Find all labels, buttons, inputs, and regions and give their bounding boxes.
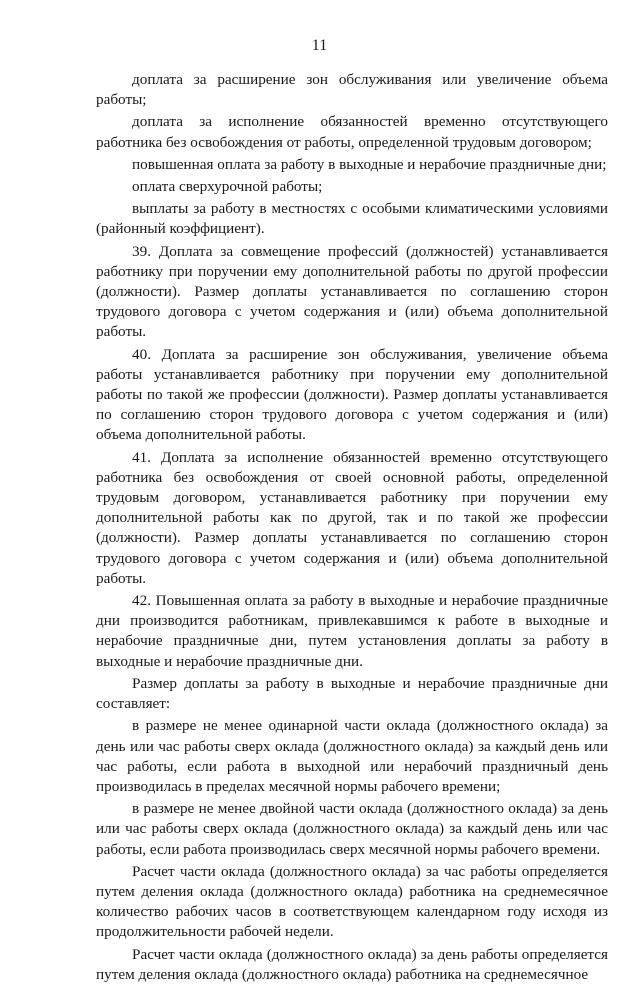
paragraph-5: выплаты за работу в местностях с особыми климатическими условиями (районный коэффициент). xyxy=(96,200,608,238)
paragraph-39: 39. Доплата за совмещение профессий (должностей) устанавливается работнику при поручении ему дополнительной работы по другой профессии (должности). Размер доплаты устанавливается по соглашению сторон трудового договора с учетом содержания и (или) объема дополнительной работы. xyxy=(96,242,608,341)
paragraph-42: 42. Повышенная оплата за работу в выходные и нерабочие праздничные дни производится работникам, привлекавшимся к работе в выходные и нерабочие праздничные дни, путем установления доплаты за работу в выходные и нерабочие праздничные дни. xyxy=(96,592,608,670)
paragraph-hourly-calc: Расчет части оклада (должностного оклада) за час работы определяется путем деления оклада (должностного оклада) работника на среднемесячное количество рабочих часов в соответствующем календарном году исходя из продолжительности рабочей недели. xyxy=(96,862,608,941)
paragraph-double-rate: в размере не менее двойной части оклада (должностного оклада) за день или час работы сверх оклада (должностного оклада) за каждый день или час работы, если работа производилась сверх месячной нормы рабочего времени. xyxy=(96,800,608,858)
document-body xyxy=(96,70,608,985)
paragraph-3: повышенная оплата за работу в выходные и нерабочие праздничные дни; xyxy=(132,155,607,173)
paragraph-4: оплата сверхурочной работы; xyxy=(132,178,323,196)
paragraph-41: 41. Доплата за исполнение обязанностей временно отсутствующего работника без освобождения от своей основной работы, определенной трудовым договором, устанавливается работнику при поручении ему дополнительной работы как по другой, так и по такой же профессии (должности). Размер доплаты устанавливается по соглашению сторон трудового договора с учетом содержания и (или) объема дополнительной работы. xyxy=(96,448,608,587)
paragraph-1: доплата за расширение зон обслуживания или увеличение объема работы; xyxy=(96,71,608,109)
paragraph-2: доплата за исполнение обязанностей временно отсутствующего работника без освобождения от работы, определенной трудовым договором; xyxy=(96,113,608,151)
page-number: 11 xyxy=(311,37,328,54)
paragraph-daily-calc: Расчет части оклада (должностного оклада) за день работы определяется путем деления оклада (должностного оклада) работника на среднемесячное xyxy=(96,945,608,983)
paragraph-surcharge-size: Размер доплаты за работу в выходные и нерабочие праздничные дни составляет: xyxy=(96,674,608,713)
paragraph-40: 40. Доплата за расширение зон обслуживания, увеличение объема работы устанавливается работнику при поручении ему дополнительной работы по такой же профессии (должности). Размер доплаты устанавливается по соглашению сторон трудового договора с учетом содержания и (или) объема дополнительной работы. xyxy=(96,345,608,444)
paragraph-single-rate: в размере не менее одинарной части оклада (должностного оклада) за день или час работы сверх оклада (должностного оклада) за каждый день или час работы, если работа в выходной или нерабочий праздничный день производилась в пределах месячной нормы рабочего времени; xyxy=(96,717,608,795)
